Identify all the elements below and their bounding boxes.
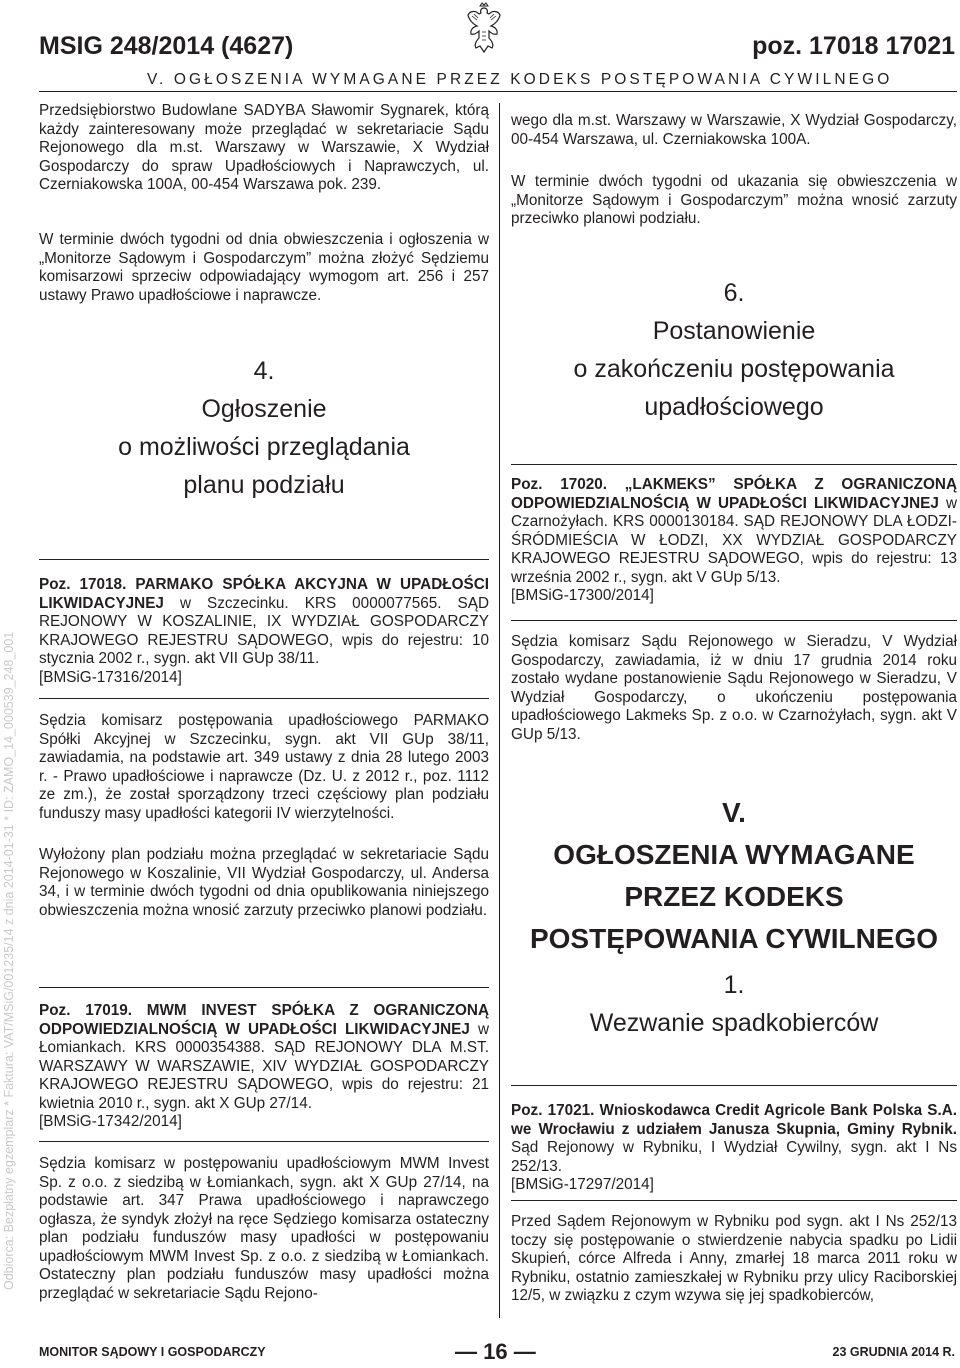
heading-line: Postanowienie xyxy=(652,317,816,345)
entry-reference: [BMSiG-17300/2014] xyxy=(511,587,654,604)
side-watermark-text: Odbiorca: Bezpłatny egzemplarz * Faktura: VAT/MSiG/001235/14 z dnia 2014-01-31 * ID: ZAMO_14_000539_248_001 xyxy=(2,631,16,1290)
section-number: V. xyxy=(722,797,746,828)
heading-line: Ogłoszenie xyxy=(201,395,327,423)
entry-rule xyxy=(511,620,957,621)
heading-section-4 xyxy=(39,352,489,504)
entry-details: w Łomiankach. KRS 0000354388. SĄD REJONOWY DLA M.ST. WARSZAWY W WARSZAWIE, XIV WYDZIAŁ GOSPODARCZY KRAJOWEGO REJESTRU SĄDOWEGO, wpis do rejestru: 21 kwietnia 2010 r., sygn. akt X GUp 27/14. xyxy=(39,1020,489,1112)
heading-number: 4. xyxy=(253,357,275,385)
entry-17020-header xyxy=(511,476,957,606)
entry-rule xyxy=(39,698,489,699)
entry-rule xyxy=(39,559,489,560)
entry-17018-header xyxy=(39,576,489,687)
polish-eagle-emblem-icon xyxy=(464,2,504,56)
heading-line: o zakończeniu postępowania xyxy=(573,355,895,383)
entry-details: w Czarnożyłach. KRS 0000130184. SĄD REJONOWY DLA ŁODZI-ŚRÓDMIEŚCIA W ŁODZI, XX WYDZIAŁ GOSPODARCZY KRAJOWEGO REJESTRU SĄDOWEGO, wpis do rejestru: 13 września 2002 r., sygn. akt V GUp 5/13. xyxy=(511,494,957,586)
heading-section-1 xyxy=(511,966,957,1042)
entry-lead: Poz. 17021. Wnioskodawca Credit Agricole Bank Polska S.A. we Wrocławiu z udziałem Janusza Skupnia, Gminy Rybnik. xyxy=(511,1102,957,1138)
entry-rule xyxy=(39,1141,489,1142)
header-rule xyxy=(39,91,957,92)
heading-number: 1. xyxy=(723,971,745,999)
entry-lead: Poz. 17019. MWM INVEST SPÓŁKA Z OGRANICZONĄ ODPOWIEDZIALNOŚCIĄ W UPADŁOŚCI LIKWIDACYJNEJ xyxy=(39,1002,489,1038)
paragraph-continuation-right: wego dla m.st. Warszawy w Warszawie, X Wydział Gospodarczy, 00-454 Warszawa, ul. Czerniakowska 100A. xyxy=(511,112,957,148)
paragraph-continuation: Przedsiębiorstwo Budowlane SADYBA Sławomir Sygnarek, którą każdy zainteresowany może przeglądać w sekretariacie Sądu Rejonowego dla m.st. Warszawy w Warszawie, X Wydział Gospodarczy do spraw Upadłościowych i Naprawczych, ul. Czerniakowska 100A, 00-454 Warszawa pok. 239. xyxy=(39,102,489,193)
entry-17018-body-2: Wyłożony plan podziału można przeglądać w sekretariacie Sądu Rejonowego w Koszalinie, VII Wydział Gospodarczy, ul. Andersa 34, i w terminie dwóch tygodni od dnia opublikowania niniejszego obwieszczenia można wnosić zarzuty przeciwko planowi podziału. xyxy=(39,846,489,919)
position-range: poz. 17018 17021 xyxy=(752,32,955,60)
entry-17021-body: Przed Sądem Rejonowym w Rybniku pod sygn. akt I Ns 252/13 toczy się postępowanie o stwierdzenie nabycia spadku po Lidii Skupień, córce Alfreda i Anny, zmarłej 18 marca 2011 roku w Rybniku, ostatnio zamieszkałej w Rybniku przy ulicy Raciborskiej 12/5, w związku z czym wzywa się jej spadkobierców, xyxy=(511,1213,957,1304)
running-section-title: V. OGŁOSZENIA WYMAGANE PRZEZ KODEKS POSTĘPOWANIA CYWILNEGO xyxy=(147,71,893,88)
entry-17020-body: Sędzia komisarz Sądu Rejonowego w Sieradzu, V Wydział Gospodarczy, zawiadamia, iż w dniu 17 grudnia 2014 roku zostało wydane postanowienie Sądu Rejonowego w Sieradzu, V Wydział Gospodarczy, o ukończeniu postępowania upadłościowego Lakmeks Sp. z o.o. w Czarnożyłach, sygn. akt V GUp 5/13. xyxy=(511,633,957,743)
heading-line: upadłościowego xyxy=(644,393,824,421)
section-heading-line: OGŁOSZENIA WYMAGANE xyxy=(553,839,915,870)
section-heading-line: POSTĘPOWANIA CYWILNEGO xyxy=(529,923,939,954)
footer-publication-name: MONITOR SĄDOWY I GOSPODARCZY xyxy=(39,1345,266,1359)
entry-17019-header xyxy=(39,1002,489,1132)
column-divider xyxy=(499,103,500,1318)
entry-17018-body: Sędzia komisarz postępowania upadłościowego PARMAKO Spółki Akcyjnej w Szczecinku, sygn. akt VII GUp 38/11, zawiadamia, na podstawie art. 349 ustawy z dnia 28 lutego 2003 r. - Prawo upadłościowe i naprawcze (Dz. U. z 2012 r., poz. 1112 ze zm.), że został sporządzony trzeci częściowy plan podziału funduszy masy upadłości kategorii IV wierzytelności. xyxy=(39,712,489,822)
entry-reference: [BMSiG-17316/2014] xyxy=(39,668,182,686)
entry-details: Sąd Rejonowy w Rybniku, I Wydział Cywilny, sygn. akt I Ns 252/13. xyxy=(511,1139,957,1175)
heading-line: planu podziału xyxy=(183,471,345,499)
entry-rule xyxy=(511,1085,957,1086)
heading-line: o możliwości przeglądania xyxy=(118,433,410,461)
section-v-heading xyxy=(511,792,957,960)
heading-section-6 xyxy=(511,274,957,426)
entry-17021-header xyxy=(511,1102,957,1195)
page-number: — 16 — xyxy=(455,1339,536,1364)
paragraph-objection-notice: W terminie dwóch tygodni od dnia obwieszczenia i ogłoszenia w „Monitorze Sądowym i Gospodarczym” można złożyć Sędziemu komisarzowi sprzeciw odpowiadający wymogom art. 256 i 257 ustawy Prawo upadłościowe i naprawcze. xyxy=(39,231,489,304)
section-heading-line: PRZEZ KODEKS xyxy=(624,881,844,912)
entry-lead: Poz. 17018. PARMAKO SPÓŁKA AKCYJNA W UPADŁOŚCI LIKWIDACYJNEJ xyxy=(39,576,489,612)
heading-number: 6. xyxy=(723,279,745,307)
entry-reference: [BMSiG-17342/2014] xyxy=(39,1113,182,1130)
heading-line: Wezwanie spadkobierców xyxy=(589,1009,879,1037)
entry-rule xyxy=(511,464,957,465)
entry-rule xyxy=(39,987,489,988)
paragraph-objection-right: W terminie dwóch tygodni od ukazania się obwieszczenia w „Monitorze Sądowym i Gospodarczym” można wnosić zarzuty przeciwko planowi podziału. xyxy=(511,173,957,227)
footer-date: 23 GRUDNIA 2014 R. xyxy=(832,1345,955,1359)
entry-details: w Szczecinku. KRS 0000077565. SĄD REJONOWY W KOSZALINIE, IX WYDZIAŁ GOSPODARCZY KRAJOWEGO REJESTRU SĄDOWEGO, wpis do rejestru: 10 stycznia 2002 r., sygn. akt VII GUp 38/11. xyxy=(39,594,489,667)
entry-lead: Poz. 17020. „LAKMEKS” SPÓŁKA Z OGRANICZONĄ ODPOWIEDZIALNOŚCIĄ W UPADŁOŚCI LIKWIDACYJNEJ xyxy=(511,476,957,512)
entry-reference: [BMSiG-17297/2014] xyxy=(511,1176,654,1193)
entry-17019-body: Sędzia komisarz w postępowaniu upadłościowym MWM Invest Sp. z o.o. z siedzibą w Łomiankach, sygn. akt X GUp 27/14, na podstawie art. 347 Prawa upadłościowego i naprawczego ogłasza, że syndyk złożył na ręce Sędziego komisarza ostateczny plan podziału funduszów masy upadłości w postępowaniu upadłościowym MWM Invest Sp. z o.o. z siedzibą w Łomiankach. Ostateczny plan podziału funduszów masy upadłości można przeglądać w sekretariacie Sądu Rejono- xyxy=(39,1155,489,1302)
journal-issue-title: MSIG 248/2014 (4627) xyxy=(39,32,294,60)
entry-rule xyxy=(511,1200,957,1201)
